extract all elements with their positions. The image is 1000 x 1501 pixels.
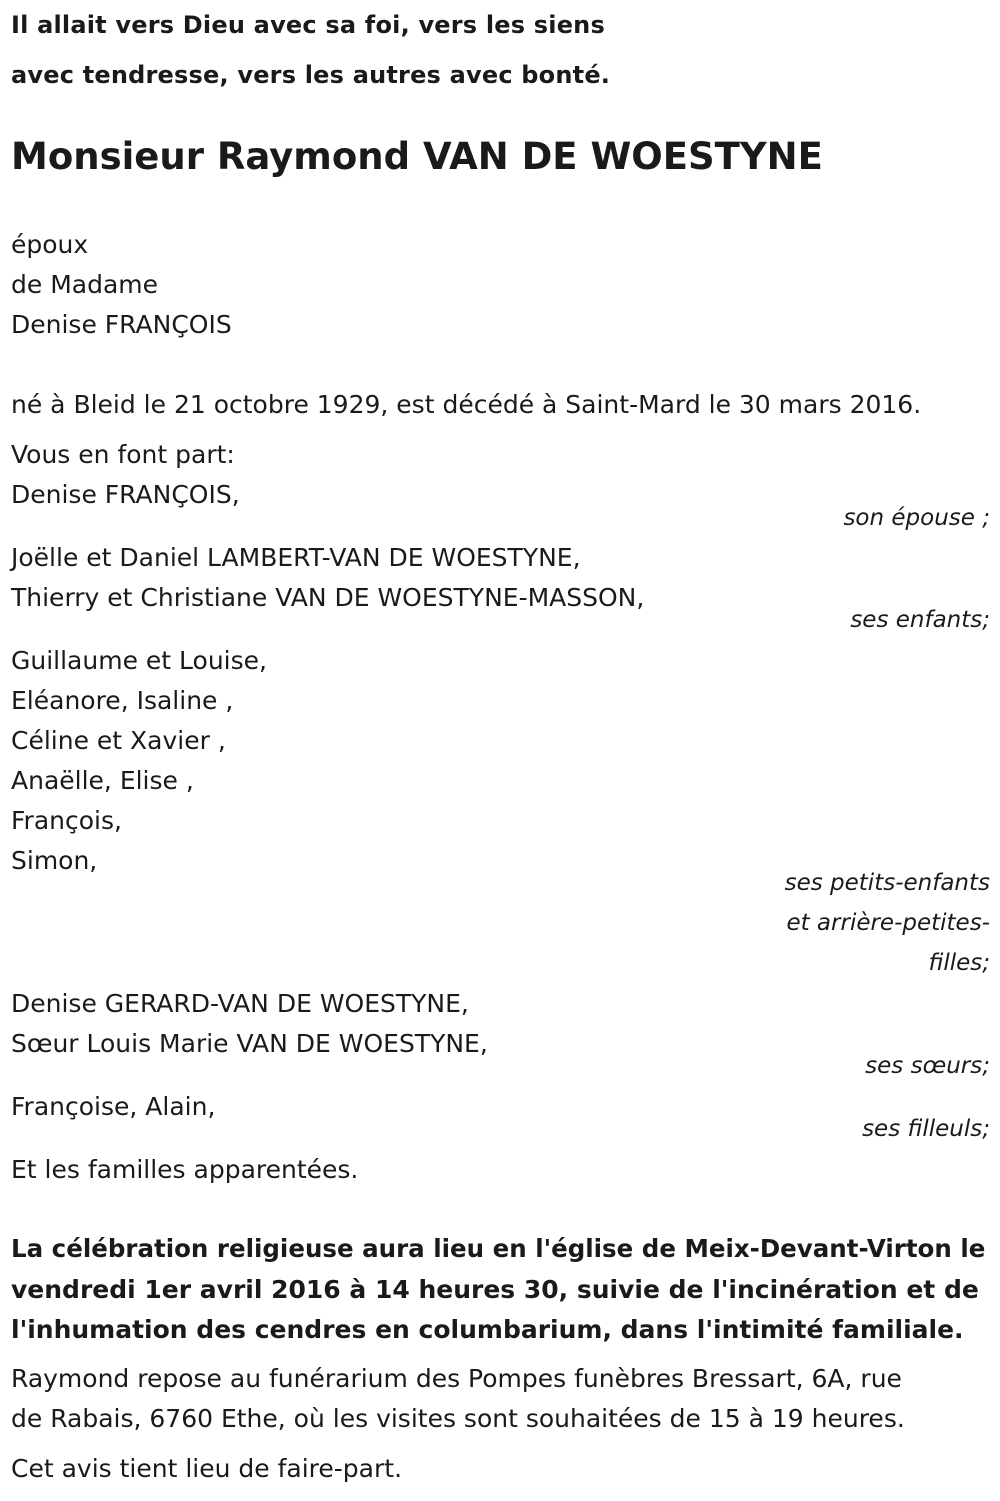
grandchildren-relation-line-2: et arrière-petites- bbox=[786, 910, 990, 936]
spouse-relation: son épouse ; bbox=[843, 505, 990, 531]
child-name-2: Thierry et Christiane VAN DE WOESTYNE-MASSON, bbox=[11, 583, 645, 612]
deceased-name: Monsieur Raymond VAN DE WOESTYNE bbox=[11, 135, 823, 178]
spouse-line-2: de Madame bbox=[11, 270, 159, 299]
grandchild-name-3: Céline et Xavier , bbox=[11, 726, 226, 755]
announce-intro: Vous en font part: bbox=[11, 440, 235, 469]
godchildren-names: Françoise, Alain, bbox=[11, 1092, 216, 1121]
epigraph-line-1: Il allait vers Dieu avec sa foi, vers les siens bbox=[11, 11, 605, 39]
child-name-1: Joëlle et Daniel LAMBERT-VAN DE WOESTYNE, bbox=[11, 543, 581, 572]
grandchild-name-4: Anaëlle, Elise , bbox=[11, 766, 194, 795]
related-families: Et les familles apparentées. bbox=[11, 1155, 359, 1184]
visitation-line-2: de Rabais, 6760 Ethe, où les visites sont souhaitées de 15 à 19 heures. bbox=[11, 1404, 905, 1433]
ceremony-line-2: vendredi 1er avril 2016 à 14 heures 30, suivie de l'incinération et de bbox=[11, 1275, 979, 1304]
spouse-line-3: Denise FRANÇOIS bbox=[11, 310, 232, 339]
children-relation: ses enfants; bbox=[850, 607, 990, 633]
sister-name-2: Sœur Louis Marie VAN DE WOESTYNE, bbox=[11, 1029, 488, 1058]
ceremony-line-1: La célébration religieuse aura lieu en l'église de Meix-Devant-Virton le bbox=[11, 1234, 986, 1263]
godchildren-relation: ses filleuls; bbox=[862, 1116, 990, 1142]
ceremony-line-3: l'inhumation des cendres en columbarium, dans l'intimité familiale. bbox=[11, 1315, 964, 1344]
grandchild-name-5: François, bbox=[11, 806, 122, 835]
grandchildren-relation-line-3: filles; bbox=[928, 950, 990, 976]
spouse-name: Denise FRANÇOIS, bbox=[11, 480, 240, 509]
epigraph-line-2: avec tendresse, vers les autres avec bonté. bbox=[11, 61, 611, 89]
birth-death-statement: né à Bleid le 21 octobre 1929, est décédé à Saint-Mard le 30 mars 2016. bbox=[11, 390, 922, 419]
grandchild-name-2: Eléanore, Isaline , bbox=[11, 686, 234, 715]
grandchild-name-6: Simon, bbox=[11, 846, 98, 875]
closing-note: Cet avis tient lieu de faire-part. bbox=[11, 1454, 403, 1483]
visitation-line-1: Raymond repose au funérarium des Pompes funèbres Bressart, 6A, rue bbox=[11, 1364, 902, 1393]
grandchildren-relation-line-1: ses petits-enfants bbox=[784, 870, 990, 896]
grandchild-name-1: Guillaume et Louise, bbox=[11, 646, 267, 675]
spouse-line-1: époux bbox=[11, 230, 89, 259]
sisters-relation: ses sœurs; bbox=[865, 1053, 990, 1079]
sister-name-1: Denise GERARD-VAN DE WOESTYNE, bbox=[11, 989, 469, 1018]
